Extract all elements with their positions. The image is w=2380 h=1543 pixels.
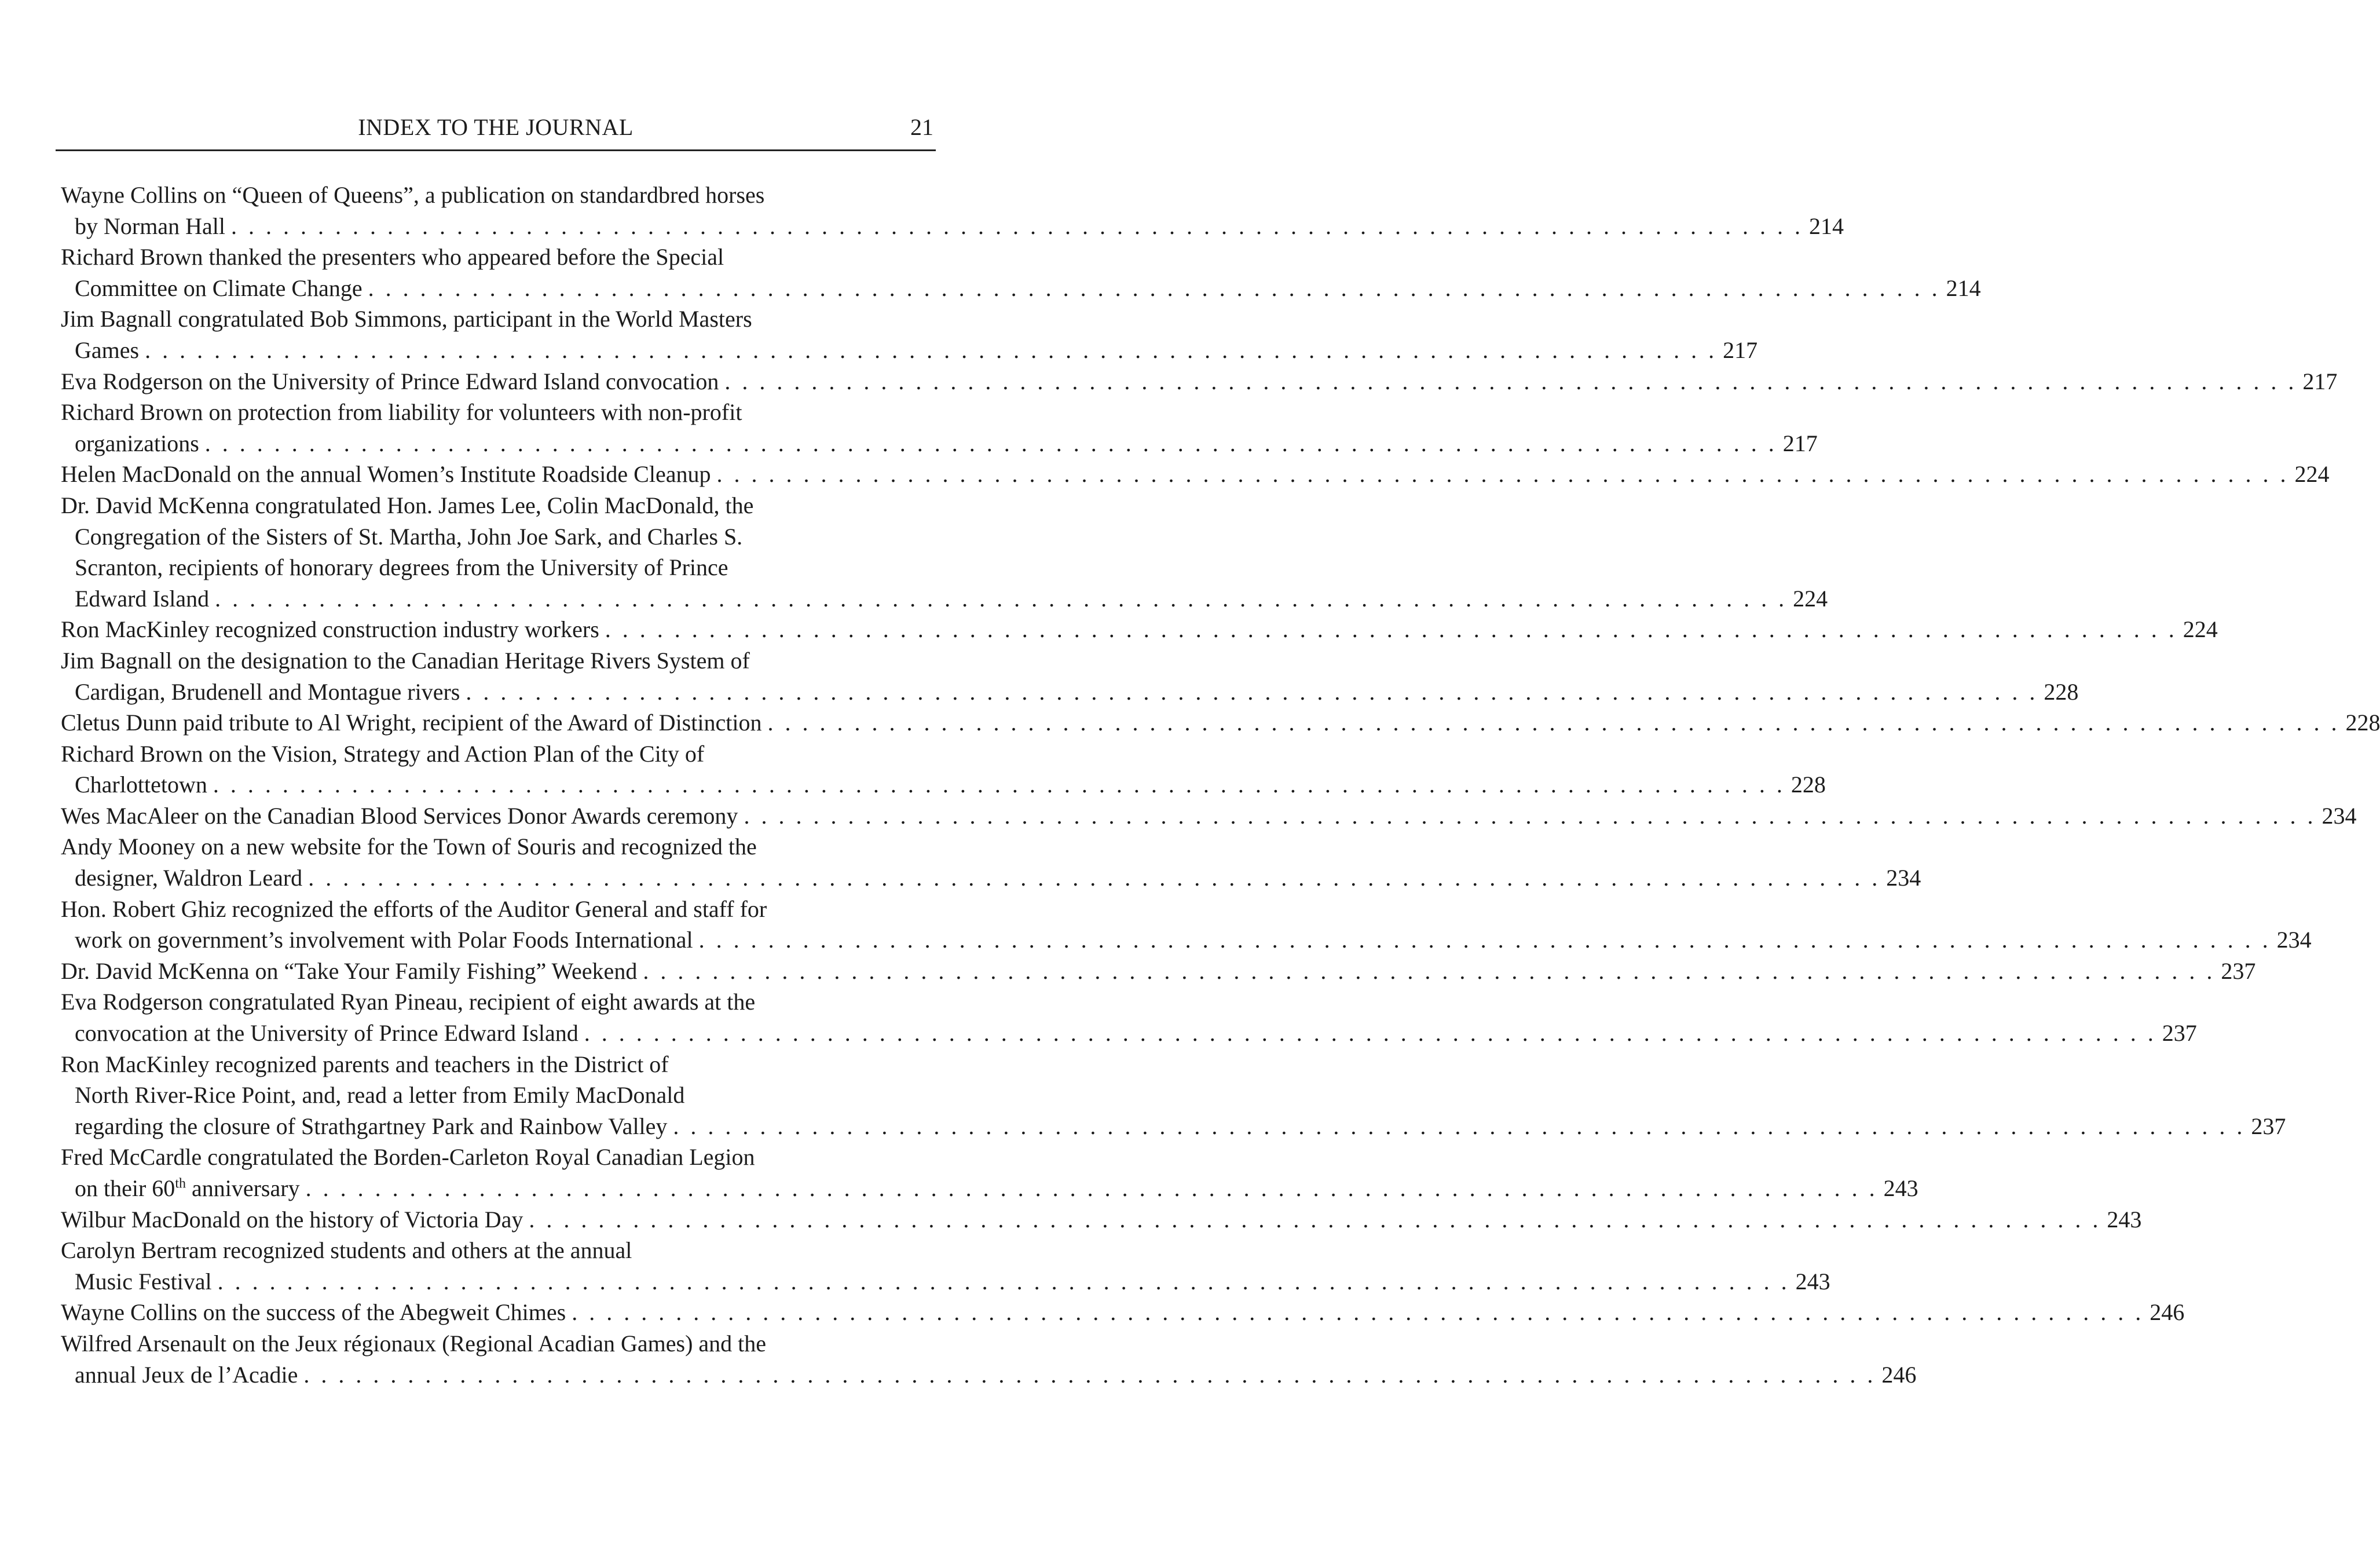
index-entry xyxy=(61,1297,2185,1328)
page-reference: 228 xyxy=(2345,710,2380,736)
ordinal-suffix: th xyxy=(175,1176,186,1191)
entry-leader-line xyxy=(61,862,1921,894)
entry-leader-line xyxy=(61,1111,2286,1142)
entry-text-line: Congregation of the Sisters of St. Martha, John Joe Sark, and Charles S. xyxy=(75,523,743,550)
entry-leader-line xyxy=(61,583,1828,615)
index-entries xyxy=(61,180,2380,1390)
entry-text-line: Wilbur MacDonald on the history of Victoria Day xyxy=(61,1206,523,1233)
entry-text-line: convocation at the University of Prince Edward Island xyxy=(75,1020,578,1047)
entry-text-line: Wes MacAleer on the Canadian Blood Services Donor Awards ceremony xyxy=(61,802,738,829)
page-reference: 237 xyxy=(2221,957,2256,984)
running-title: INDEX TO THE JOURNAL xyxy=(358,114,634,140)
index-entry xyxy=(61,242,1981,304)
page-reference: 217 xyxy=(2302,368,2338,394)
entry-text-line: Ron MacKinley recognized parents and teachers in the District of xyxy=(61,1051,669,1077)
dot-leader: . . . . . . . . . . . . . . . . . . . . . . . . . . . . . . . . . . . . . . . . . . . . . . . . . . . . . . . . . . . . . . . . . . . . . . . . . . . . . . . . . . . . . . . . . . . xyxy=(673,1113,2246,1139)
page-reference: 243 xyxy=(1883,1175,1918,1201)
entry-text-line: Music Festival xyxy=(75,1268,212,1295)
index-entry xyxy=(61,1049,2286,1142)
page-reference: 243 xyxy=(2107,1206,2142,1233)
index-entry xyxy=(61,986,2197,1048)
entry-text-line: Andy Mooney on a new website for the Town of Souris and recognized the xyxy=(61,833,757,860)
page-reference: 228 xyxy=(1791,771,1826,798)
page-reference: 214 xyxy=(1808,213,1844,239)
index-entry xyxy=(61,1204,2142,1235)
entry-leader-line xyxy=(61,1018,2197,1049)
entry-text-line: Jim Bagnall congratulated Bob Simmons, participant in the World Masters xyxy=(61,306,752,332)
entry-text-line: Wilfred Arsenault on the Jeux régionaux (Regional Acadian Games) and the xyxy=(61,1330,767,1356)
entry-text-line: Wayne Collins on the success of the Abegweit Chimes xyxy=(61,1299,566,1326)
entry-text-line: Edward Island xyxy=(75,585,210,612)
entry-leader-line xyxy=(61,1173,1918,1204)
entry-text-line: Richard Brown thanked the presenters who appeared before the Special xyxy=(61,244,724,270)
entry-leader-line xyxy=(61,614,2218,645)
dot-leader: . . . . . . . . . . . . . . . . . . . . . . . . . . . . . . . . . . . . . . . . . . . . . . . . . . . . . . . . . . . . . . . . . . . . . . . . . . . . . . . . . . . . . . . . . . . xyxy=(698,927,2271,953)
page-reference: 237 xyxy=(2251,1113,2286,1139)
entry-leader-line xyxy=(61,366,2338,397)
entry-text-line: Wayne Collins on “Queen of Queens”, a publication on standardbred horses xyxy=(61,182,765,208)
dot-leader: . . . . . . . . . . . . . . . . . . . . . . . . . . . . . . . . . . . . . . . . . . . . . . . . . . . . . . . . . . . . . . . . . . . . . . . . . . . . . . . . . . . . . . . . . . . xyxy=(572,1299,2144,1326)
dot-leader: . . . . . . . . . . . . . . . . . . . . . . . . . . . . . . . . . . . . . . . . . . . . . . . . . . . . . . . . . . . . . . . . . . . . . . . . . . . . . . . . . . . . . . . . . . . xyxy=(466,678,2038,705)
dot-leader: . . . . . . . . . . . . . . . . . . . . . . . . . . . . . . . . . . . . . . . . . . . . . . . . . . . . . . . . . . . . . . . . . . . . . . . . . . . . . . . . . . . . . . . . . . . xyxy=(213,771,1785,798)
dot-leader: . . . . . . . . . . . . . . . . . . . . . . . . . . . . . . . . . . . . . . . . . . . . . . . . . . . . . . . . . . . . . . . . . . . . . . . . . . . . . . . . . . . . . . . . . . . xyxy=(643,957,2216,984)
page-reference: 234 xyxy=(1886,865,1921,891)
entry-text-line: Scranton, recipients of honorary degrees from the University of Prince xyxy=(75,554,728,581)
page-reference: 234 xyxy=(2322,802,2357,829)
index-entry xyxy=(61,1142,1918,1204)
entry-leader-line xyxy=(61,335,1758,366)
index-entry xyxy=(61,459,2330,490)
dot-leader: . . . . . . . . . . . . . . . . . . . . . . . . . . . . . . . . . . . . . . . . . . . . . . . . . . . . . . . . . . . . . . . . . . . . . . . . . . . . . . . . . . . . . . . . . . . xyxy=(767,710,2340,736)
entry-text-line: Eva Rodgerson on the University of Prince Edward Island convocation xyxy=(61,368,719,394)
dot-leader: . . . . . . . . . . . . . . . . . . . . . . . . . . . . . . . . . . . . . . . . . . . . . . . . . . . . . . . . . . . . . . . . . . . . . . . . . . . . . . . . . . . . . . . . . . . xyxy=(716,461,2289,488)
entry-leader-line xyxy=(61,211,1844,242)
page-reference: 243 xyxy=(1795,1268,1830,1295)
entry-leader-line xyxy=(61,428,1818,459)
index-entry xyxy=(61,614,2218,645)
index-entry xyxy=(61,831,1921,893)
dot-leader: . . . . . . . . . . . . . . . . . . . . . . . . . . . . . . . . . . . . . . . . . . . . . . . . . . . . . . . . . . . . . . . . . . . . . . . . . . . . . . . . . . . . . . . . . . . xyxy=(744,802,2316,829)
page-reference: 228 xyxy=(2044,678,2079,705)
page-reference: 217 xyxy=(1782,430,1818,456)
entry-text-line: Ron MacKinley recognized construction industry workers xyxy=(61,616,599,643)
page-reference: 224 xyxy=(1793,585,1828,612)
index-entry xyxy=(61,645,2079,707)
index-entry xyxy=(61,366,2338,397)
dot-leader: . . . . . . . . . . . . . . . . . . . . . . . . . . . . . . . . . . . . . . . . . . . . . . . . . . . . . . . . . . . . . . . . . . . . . . . . . . . . . . . . . . . . . . . . . . . xyxy=(217,1268,1790,1295)
entry-text-line: organizations xyxy=(75,430,199,456)
entry-leader-line xyxy=(61,924,2312,956)
dot-leader: . . . . . . . . . . . . . . . . . . . . . . . . . . . . . . . . . . . . . . . . . . . . . . . . . . . . . . . . . . . . . . . . . . . . . . . . . . . . . . . . . . . . . . . . . . . xyxy=(584,1020,2156,1047)
entry-text-segment: anniversary xyxy=(185,1175,300,1201)
dot-leader: . . . . . . . . . . . . . . . . . . . . . . . . . . . . . . . . . . . . . . . . . . . . . . . . . . . . . . . . . . . . . . . . . . . . . . . . . . . . . . . . . . . . . . . . . . . xyxy=(368,275,1940,301)
index-entry xyxy=(61,304,1758,365)
index-entry xyxy=(61,180,1844,242)
dot-leader: . . . . . . . . . . . . . . . . . . . . . . . . . . . . . . . . . . . . . . . . . . . . . . . . . . . . . . . . . . . . . . . . . . . . . . . . . . . . . . . . . . . . . . . . . . . xyxy=(724,368,2297,394)
entry-text-line: Jim Bagnall on the designation to the Canadian Heritage Rivers System of xyxy=(61,647,750,674)
page-reference: 224 xyxy=(2294,461,2330,488)
dot-leader: . . . . . . . . . . . . . . . . . . . . . . . . . . . . . . . . . . . . . . . . . . . . . . . . . . . . . . . . . . . . . . . . . . . . . . . . . . . . . . . . . . . . . . . . . . . xyxy=(215,585,1788,612)
index-entry xyxy=(61,1235,1830,1297)
entry-text-segment: on their 60 xyxy=(75,1175,175,1201)
index-entry xyxy=(61,397,1818,459)
page-number: 21 xyxy=(910,114,933,140)
entry-text-line xyxy=(75,1173,300,1204)
entry-leader-line xyxy=(61,1204,2142,1235)
entry-leader-line xyxy=(61,800,2357,832)
entry-leader-line xyxy=(61,459,2330,490)
entry-leader-line xyxy=(61,769,1826,800)
dot-leader: . . . . . . . . . . . . . . . . . . . . . . . . . . . . . . . . . . . . . . . . . . . . . . . . . . . . . . . . . . . . . . . . . . . . . . . . . . . . . . . . . . . . . . . . . . . xyxy=(605,616,2177,643)
page-reference: 224 xyxy=(2183,616,2218,643)
entry-text-line: work on government’s involvement with Polar Foods International xyxy=(75,927,693,953)
index-entry xyxy=(61,894,2312,956)
entry-text-line: North River-Rice Point, and, read a letter from Emily MacDonald xyxy=(75,1082,685,1109)
entry-text-line: Cardigan, Brudenell and Montague rivers xyxy=(75,678,460,705)
entry-leader-line xyxy=(61,1359,1917,1391)
entry-text-line: Dr. David McKenna congratulated Hon. James Lee, Colin MacDonald, the xyxy=(61,492,754,518)
entry-leader-line xyxy=(61,707,2380,738)
entry-text-line: Charlottetown xyxy=(75,771,207,798)
entry-leader-line xyxy=(61,273,1981,304)
entry-leader-line xyxy=(61,677,2079,708)
dot-leader: . . . . . . . . . . . . . . . . . . . . . . . . . . . . . . . . . . . . . . . . . . . . . . . . . . . . . . . . . . . . . . . . . . . . . . . . . . . . . . . . . . . . . . . . . . . xyxy=(204,430,1777,456)
entry-text-line: Hon. Robert Ghiz recognized the efforts of the Auditor General and staff for xyxy=(61,895,767,922)
entry-text-line: Games xyxy=(75,337,140,363)
entry-text-line: Dr. David McKenna on “Take Your Family Fishing” Weekend xyxy=(61,957,638,984)
page-header xyxy=(56,114,936,151)
entry-text-line: regarding the closure of Strathgartney Park and Rainbow Valley xyxy=(75,1113,668,1139)
entry-text-line: Richard Brown on the Vision, Strategy and Action Plan of the City of xyxy=(61,740,705,767)
dot-leader: . . . . . . . . . . . . . . . . . . . . . . . . . . . . . . . . . . . . . . . . . . . . . . . . . . . . . . . . . . . . . . . . . . . . . . . . . . . . . . . . . . . . . . . . . . . xyxy=(529,1206,2101,1233)
entry-text-line: Carolyn Bertram recognized students and others at the annual xyxy=(61,1237,632,1264)
index-entry xyxy=(61,956,2256,987)
index-entry xyxy=(61,490,1828,614)
index-entry xyxy=(61,800,2357,832)
index-entry xyxy=(61,707,2380,738)
dot-leader: . . . . . . . . . . . . . . . . . . . . . . . . . . . . . . . . . . . . . . . . . . . . . . . . . . . . . . . . . . . . . . . . . . . . . . . . . . . . . . . . . . . . . . . . . . . xyxy=(303,1361,1876,1388)
entry-text-line: annual Jeux de l’Acadie xyxy=(75,1361,298,1388)
entry-text-line: by Norman Hall xyxy=(75,213,225,239)
entry-leader-line xyxy=(61,956,2256,987)
entry-text-line: designer, Waldron Leard xyxy=(75,865,303,891)
entry-leader-line xyxy=(61,1297,2185,1328)
index-entry xyxy=(61,738,1826,800)
entry-text-line: Eva Rodgerson congratulated Ryan Pineau, recipient of eight awards at the xyxy=(61,989,756,1015)
entry-text-line: Helen MacDonald on the annual Women’s Institute Roadside Cleanup xyxy=(61,461,711,488)
entry-text-line: Richard Brown on protection from liability for volunteers with non-profit xyxy=(61,399,742,426)
entry-text-line: Committee on Climate Change xyxy=(75,275,363,301)
entry-leader-line xyxy=(61,1266,1830,1297)
dot-leader: . . . . . . . . . . . . . . . . . . . . . . . . . . . . . . . . . . . . . . . . . . . . . . . . . . . . . . . . . . . . . . . . . . . . . . . . . . . . . . . . . . . . . . . . . . . xyxy=(230,213,1803,239)
page-reference: 246 xyxy=(2150,1299,2185,1326)
page-reference: 246 xyxy=(1881,1361,1917,1388)
page-reference: 237 xyxy=(2162,1020,2197,1047)
page-reference: 217 xyxy=(1723,337,1758,363)
entry-text-line: Fred McCardle congratulated the Borden-Carleton Royal Canadian Legion xyxy=(61,1144,755,1171)
entry-text-line: Cletus Dunn paid tribute to Al Wright, recipient of the Award of Distinction xyxy=(61,710,762,736)
dot-leader: . . . . . . . . . . . . . . . . . . . . . . . . . . . . . . . . . . . . . . . . . . . . . . . . . . . . . . . . . . . . . . . . . . . . . . . . . . . . . . . . . . . . . . . . . . . xyxy=(305,1175,1878,1201)
dot-leader: . . . . . . . . . . . . . . . . . . . . . . . . . . . . . . . . . . . . . . . . . . . . . . . . . . . . . . . . . . . . . . . . . . . . . . . . . . . . . . . . . . . . . . . . . . . xyxy=(308,865,1881,891)
page-reference: 214 xyxy=(1946,275,1981,301)
page-reference: 234 xyxy=(2276,927,2312,953)
dot-leader: . . . . . . . . . . . . . . . . . . . . . . . . . . . . . . . . . . . . . . . . . . . . . . . . . . . . . . . . . . . . . . . . . . . . . . . . . . . . . . . . . . . . . . . . . . . xyxy=(145,337,1718,363)
index-entry xyxy=(61,1328,1917,1390)
